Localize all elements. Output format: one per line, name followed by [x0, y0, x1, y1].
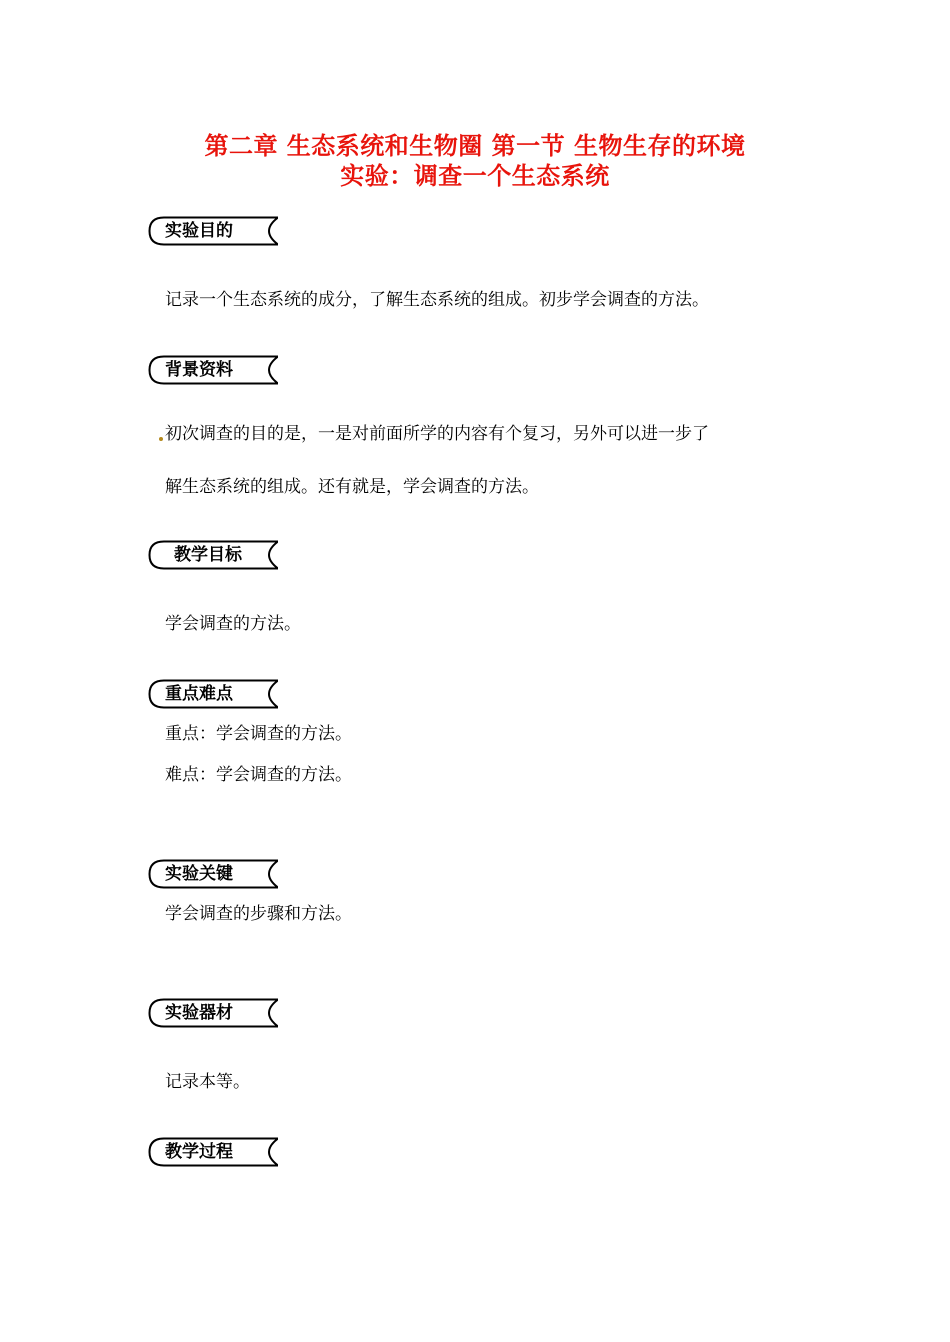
section-label-text: 教学目标	[174, 545, 242, 565]
section-label-objective	[148, 216, 278, 246]
paragraph-marker	[159, 437, 163, 441]
section-label-process	[148, 1137, 278, 1167]
background-text-line-2: 解生态系统的组成。还有就是，学会调查的方法。	[165, 477, 539, 497]
document-subtitle: 实验：调查一个生态系统	[340, 162, 610, 190]
section-label-teaching-goal	[148, 540, 278, 570]
section-label-text: 重点难点	[165, 684, 233, 704]
section-label-key	[148, 859, 278, 889]
section-label-key-points	[148, 679, 278, 709]
document-title: 第二章 生态系统和生物圈 第一节 生物生存的环境	[204, 132, 746, 160]
section-label-text: 背景资料	[165, 360, 233, 380]
section-label-text: 实验器材	[165, 1003, 233, 1023]
key-points-difficulty: 难点：学会调查的方法。	[165, 765, 352, 785]
materials-text: 记录本等。	[165, 1072, 250, 1092]
objective-text: 记录一个生态系统的成分，了解生态系统的组成。初步学会调查的方法。	[165, 290, 709, 310]
section-label-text: 实验目的	[165, 221, 233, 241]
background-text-line-1: 初次调查的目的是，一是对前面所学的内容有个复习，另外可以进一步了	[165, 424, 709, 444]
section-label-materials	[148, 998, 278, 1028]
section-label-background	[148, 355, 278, 385]
section-label-text: 教学过程	[165, 1142, 233, 1162]
key-points-focus: 重点：学会调查的方法。	[165, 724, 352, 744]
section-label-text: 实验关键	[165, 864, 233, 884]
teaching-goal-text: 学会调查的方法。	[165, 614, 301, 634]
key-text: 学会调查的步骤和方法。	[165, 904, 352, 924]
